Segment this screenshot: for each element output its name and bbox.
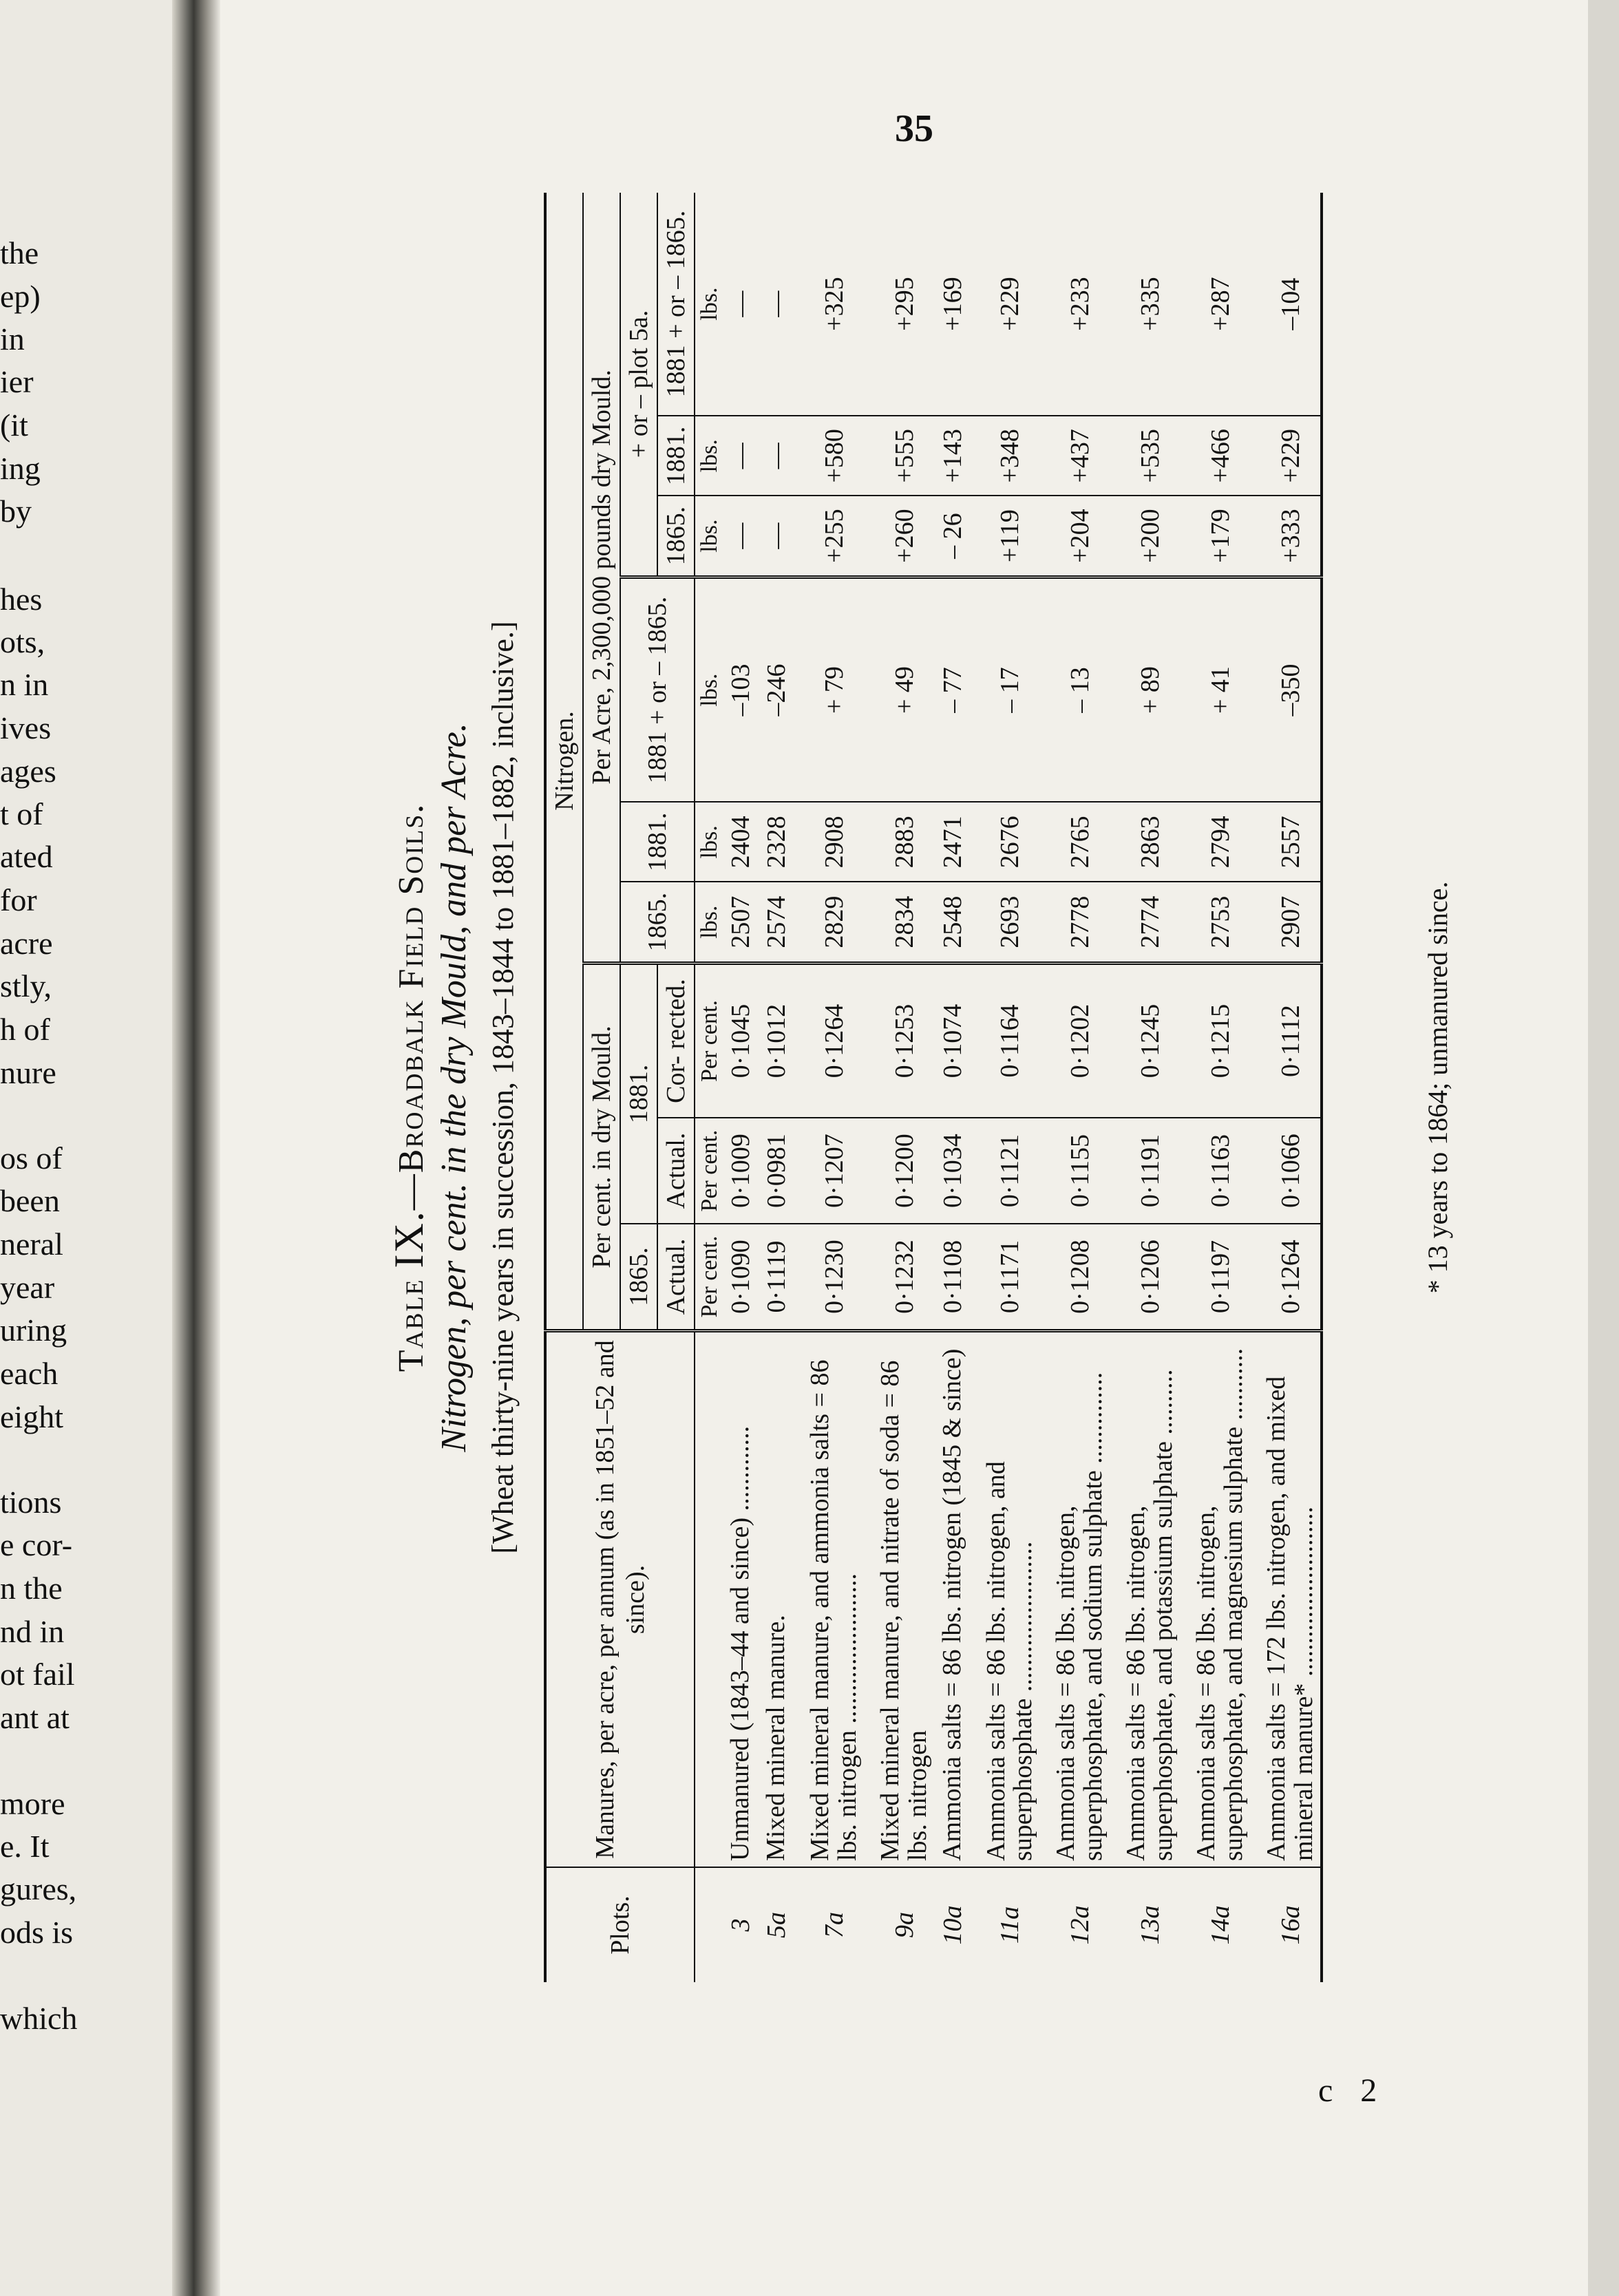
value-cell: 0·1121 xyxy=(971,1118,1041,1224)
value-cell: + 79 xyxy=(794,577,865,802)
header-1865-pct: 1865. xyxy=(620,1224,657,1330)
value-cell: 0·1202 xyxy=(1040,963,1110,1118)
table-row xyxy=(865,193,935,1982)
unit-label: lbs. xyxy=(695,882,723,963)
value-cell: — xyxy=(759,496,794,577)
manure-description: Unmanured (1843–44 and since) ............. xyxy=(723,1331,759,1868)
facing-page-text-fragment: tions xyxy=(0,1485,62,1520)
facing-page-text-fragment: the xyxy=(0,235,39,270)
title-prefix: Table xyxy=(392,1278,431,1372)
value-cell: +287 xyxy=(1181,193,1251,416)
header-1881-lbs: 1881. xyxy=(620,802,695,882)
facing-page-text-fragment: gures, xyxy=(0,1871,77,1906)
value-cell: 0·1191 xyxy=(1110,1118,1181,1224)
value-cell: +204 xyxy=(1040,496,1110,577)
facing-page-text-fragment: each xyxy=(0,1356,59,1391)
facing-page-text-fragment: been xyxy=(0,1183,60,1218)
value-cell: 2778 xyxy=(1040,882,1110,963)
value-cell: 0·1108 xyxy=(935,1224,971,1330)
plot-id: 7a xyxy=(819,1912,849,1938)
value-cell: – 26 xyxy=(935,496,971,577)
header-1865-lbs: 1865. xyxy=(620,882,695,963)
value-cell: +335 xyxy=(1110,193,1181,416)
value-cell: — xyxy=(723,496,759,577)
facing-page-text-fragment: h of xyxy=(0,1012,50,1047)
facing-page-text-fragment: ot fail xyxy=(0,1657,75,1692)
header-corrected-1881: Cor- rected. xyxy=(657,963,695,1118)
value-cell: – 77 xyxy=(935,577,971,802)
value-cell: 2507 xyxy=(723,882,759,963)
plot-id: 14a xyxy=(1205,1905,1235,1945)
value-cell: + 89 xyxy=(1110,577,1181,802)
value-cell: +437 xyxy=(1040,416,1110,496)
value-cell: 2908 xyxy=(794,802,865,882)
facing-page-text-fragment: by xyxy=(0,493,32,529)
title-number: IX. xyxy=(386,1210,432,1268)
value-cell: 0·1200 xyxy=(865,1118,935,1224)
manure-description: Mixed mineral manure, and nitrate of soda = 86 lbs. nitrogen xyxy=(865,1331,935,1868)
value-cell: +229 xyxy=(971,193,1041,416)
value-cell: 0·1112 xyxy=(1251,963,1322,1118)
value-cell: –104 xyxy=(1251,193,1322,416)
value-cell: 2774 xyxy=(1110,882,1181,963)
plot-id: 13a xyxy=(1136,1905,1165,1945)
value-cell: 0·1215 xyxy=(1181,963,1251,1118)
value-cell: 2328 xyxy=(759,802,794,882)
manure-description: Mixed mineral manure. xyxy=(759,1331,794,1868)
value-cell: +295 xyxy=(865,193,935,416)
value-cell: 0·1264 xyxy=(794,963,865,1118)
facing-page-text-fragment: more xyxy=(0,1786,65,1821)
header-5a-diff: 1881 + or – 1865. xyxy=(657,193,695,416)
facing-page-text-fragment: n in xyxy=(0,667,49,702)
value-cell: 2404 xyxy=(723,802,759,882)
table-row xyxy=(1181,193,1251,1982)
facing-page-text-fragment: stly, xyxy=(0,968,52,1003)
manure-description: Ammonia salts = 86 lbs. nitrogen, superphosphate, and sodium sulphate .............. xyxy=(1040,1331,1110,1868)
unit-label: Per cent. xyxy=(695,1224,723,1330)
rotated-table-block xyxy=(358,193,1453,1982)
unit-label: lbs. xyxy=(695,496,723,577)
facing-page-text-fragment: nd in xyxy=(0,1614,65,1649)
facing-page-text-fragment: e cor- xyxy=(0,1527,73,1562)
value-cell: –103 xyxy=(723,577,759,802)
value-cell: 0·1163 xyxy=(1181,1118,1251,1224)
value-cell: 2765 xyxy=(1040,802,1110,882)
facing-page-text-fragment: hes xyxy=(0,582,43,617)
value-cell: +555 xyxy=(865,416,935,496)
value-cell: +119 xyxy=(971,496,1041,577)
facing-page-text-fragment: which xyxy=(0,2001,78,2036)
plot-id: 5a xyxy=(762,1912,791,1938)
value-cell: — xyxy=(759,193,794,416)
value-cell: +169 xyxy=(935,193,971,416)
value-cell: +466 xyxy=(1181,416,1251,496)
value-cell: –350 xyxy=(1251,577,1322,802)
table-note: [Wheat thirty-nine years in succession, 1843–1844 to 1881–1882, inclusive.] xyxy=(486,621,520,1554)
facing-page-text-fragment: year xyxy=(0,1270,55,1305)
value-cell: 2471 xyxy=(935,802,971,882)
unit-label: lbs. xyxy=(695,193,723,416)
facing-page-text-fragment: os of xyxy=(0,1140,63,1176)
value-cell: 0·1009 xyxy=(723,1118,759,1224)
value-cell: +143 xyxy=(935,416,971,496)
table-row xyxy=(794,193,865,1982)
value-cell: 2557 xyxy=(1251,802,1322,882)
table-row xyxy=(935,193,971,1982)
value-cell: 2676 xyxy=(971,802,1041,882)
value-cell: 0·1230 xyxy=(794,1224,865,1330)
facing-page-text-fragment: e. It xyxy=(0,1829,50,1864)
value-cell: 0·1171 xyxy=(971,1224,1041,1330)
value-cell: — xyxy=(759,416,794,496)
value-cell: 2693 xyxy=(971,882,1041,963)
value-cell: – 13 xyxy=(1040,577,1110,802)
facing-page-text-fragment: t of xyxy=(0,796,43,831)
value-cell: 0·1245 xyxy=(1110,963,1181,1118)
value-cell: 2834 xyxy=(865,882,935,963)
facing-page-text-fragment: nure xyxy=(0,1055,56,1090)
plot-id: 16a xyxy=(1276,1905,1305,1945)
value-cell: +325 xyxy=(794,193,865,416)
manure-description: Ammonia salts = 86 lbs. nitrogen (1845 & since) xyxy=(935,1331,971,1868)
value-cell: 0·1207 xyxy=(794,1118,865,1224)
value-cell: 0·1090 xyxy=(723,1224,759,1330)
value-cell: +200 xyxy=(1110,496,1181,577)
value-cell: + 41 xyxy=(1181,577,1251,802)
value-cell: 2907 xyxy=(1251,882,1322,963)
value-cell: 2753 xyxy=(1181,882,1251,963)
plot-id: 12a xyxy=(1066,1905,1095,1945)
value-cell: +333 xyxy=(1251,496,1322,577)
unit-label: Per cent. xyxy=(695,1118,723,1224)
value-cell: 2829 xyxy=(794,882,865,963)
facing-page-text-fragment: uring xyxy=(0,1312,67,1348)
plot-id: 9a xyxy=(889,1912,919,1938)
manure-description: Ammonia salts = 86 lbs. nitrogen, and superphosphate ....................... xyxy=(971,1331,1041,1868)
value-cell: 2863 xyxy=(1110,802,1181,882)
unit-label: lbs. xyxy=(695,416,723,496)
value-cell: 0·1119 xyxy=(759,1224,794,1330)
header-actual-1881: Actual. xyxy=(657,1118,695,1224)
header-1881-pct: 1881. xyxy=(620,963,657,1224)
table-row xyxy=(971,193,1041,1982)
header-manures: Manures, per acre, per annum (as in 1851–52 and since). xyxy=(545,1331,695,1868)
value-cell: 2883 xyxy=(865,802,935,882)
header-diff-1881-1865: 1881 + or – 1865. xyxy=(620,577,695,802)
value-cell: –246 xyxy=(759,577,794,802)
page-number: 35 xyxy=(895,107,933,150)
table-row xyxy=(1110,193,1181,1982)
header-per-acre: Per Acre, 2,300,000 pounds dry Mould. xyxy=(583,193,620,963)
value-cell: 0·0981 xyxy=(759,1118,794,1224)
facing-page-text-fragment: ots, xyxy=(0,624,45,659)
value-cell: 0·1208 xyxy=(1040,1224,1110,1330)
facing-page-text-fragment: ing xyxy=(0,451,41,486)
facing-page-text-fragment: neral xyxy=(0,1226,63,1262)
value-cell: 0·1197 xyxy=(1181,1224,1251,1330)
table-row xyxy=(1251,193,1322,1982)
header-nitrogen: Nitrogen. xyxy=(545,193,583,1331)
unit-label: Per cent. xyxy=(695,963,723,1118)
value-cell: – 17 xyxy=(971,577,1041,802)
facing-page-text-fragment: ives xyxy=(0,710,52,745)
value-cell: 0·1232 xyxy=(865,1224,935,1330)
table-row xyxy=(723,193,759,1982)
value-cell: +255 xyxy=(794,496,865,577)
manure-description: Ammonia salts = 172 lbs. nitrogen, and mixed mineral manure* .......................... xyxy=(1251,1331,1322,1868)
value-cell: — xyxy=(723,193,759,416)
facing-page-text-fragment: acre xyxy=(0,926,53,961)
header-per-cent: Per cent. in dry Mould. xyxy=(583,963,620,1330)
value-cell: 0·1012 xyxy=(759,963,794,1118)
header-actual-1865: Actual. xyxy=(657,1224,695,1330)
nitrogen-table xyxy=(544,193,1323,1982)
table-footnote: * 13 years to 1864; unmanured since. xyxy=(1422,881,1453,1294)
page-edge xyxy=(1588,0,1619,2296)
value-cell: 0·1164 xyxy=(971,963,1041,1118)
value-cell: + 49 xyxy=(865,577,935,802)
signature-mark: c 2 xyxy=(1318,2072,1387,2109)
table-row xyxy=(1040,193,1110,1982)
value-cell: +260 xyxy=(865,496,935,577)
value-cell: 2548 xyxy=(935,882,971,963)
facing-page-text-fragment: ods is xyxy=(0,1915,74,1950)
value-cell: 0·1074 xyxy=(935,963,971,1118)
facing-page-text-fragment: ages xyxy=(0,754,56,789)
manure-description: Ammonia salts = 86 lbs. nitrogen, superphosphate, and potassium sulphate .......... xyxy=(1110,1331,1181,1868)
title-rest: —Broadbalk Field Soils. xyxy=(392,802,431,1211)
value-cell: 0·1066 xyxy=(1251,1118,1322,1224)
header-vs-plot5a: + or – plot 5a. xyxy=(620,193,657,577)
manure-description: Mixed mineral manure, and ammonia salts = 86 lbs. nitrogen ....................... xyxy=(794,1331,865,1868)
facing-page-text-fragment: eight xyxy=(0,1399,63,1434)
plot-id: 11a xyxy=(995,1906,1025,1944)
book-gutter xyxy=(172,0,220,2296)
manure-description: Ammonia salts = 86 lbs. nitrogen, superphosphate, and magnesium sulphate ........... xyxy=(1181,1331,1251,1868)
header-5a-1865: 1865. xyxy=(657,496,695,577)
value-cell: 0·1045 xyxy=(723,963,759,1118)
value-cell: — xyxy=(723,416,759,496)
facing-page-text-fragment: ep) xyxy=(0,279,41,314)
table-subtitle: Nitrogen, per cent. in the dry Mould, and per Acre. xyxy=(434,723,474,1452)
value-cell: +580 xyxy=(794,416,865,496)
value-cell: 0·1155 xyxy=(1040,1118,1110,1224)
value-cell: 2794 xyxy=(1181,802,1251,882)
facing-page-text-fragment: n the xyxy=(0,1571,63,1606)
plot-id: 3 xyxy=(726,1918,755,1932)
value-cell: 2574 xyxy=(759,882,794,963)
table-title xyxy=(385,193,433,1982)
facing-page-text-fragment: (it xyxy=(0,407,28,443)
facing-page-text-fragment: for xyxy=(0,882,37,917)
header-plots: Plots. xyxy=(545,1867,695,1982)
value-cell: 0·1253 xyxy=(865,963,935,1118)
value-cell: +233 xyxy=(1040,193,1110,416)
facing-page-text-fragment: ier xyxy=(0,364,34,399)
value-cell: +348 xyxy=(971,416,1041,496)
value-cell: 0·1264 xyxy=(1251,1224,1322,1330)
table-row xyxy=(759,193,794,1982)
value-cell: 0·1206 xyxy=(1110,1224,1181,1330)
facing-page-text-fragment: ated xyxy=(0,839,53,874)
value-cell: 0·1034 xyxy=(935,1118,971,1224)
plot-id: 10a xyxy=(938,1905,967,1945)
value-cell: +179 xyxy=(1181,496,1251,577)
header-5a-1881: 1881. xyxy=(657,416,695,496)
value-cell: +535 xyxy=(1110,416,1181,496)
value-cell: +229 xyxy=(1251,416,1322,496)
unit-label: lbs. xyxy=(695,802,723,882)
facing-page-text-fragment: in xyxy=(0,321,25,357)
facing-page-text-fragment: ant at xyxy=(0,1700,70,1735)
unit-label: lbs. xyxy=(695,577,723,802)
